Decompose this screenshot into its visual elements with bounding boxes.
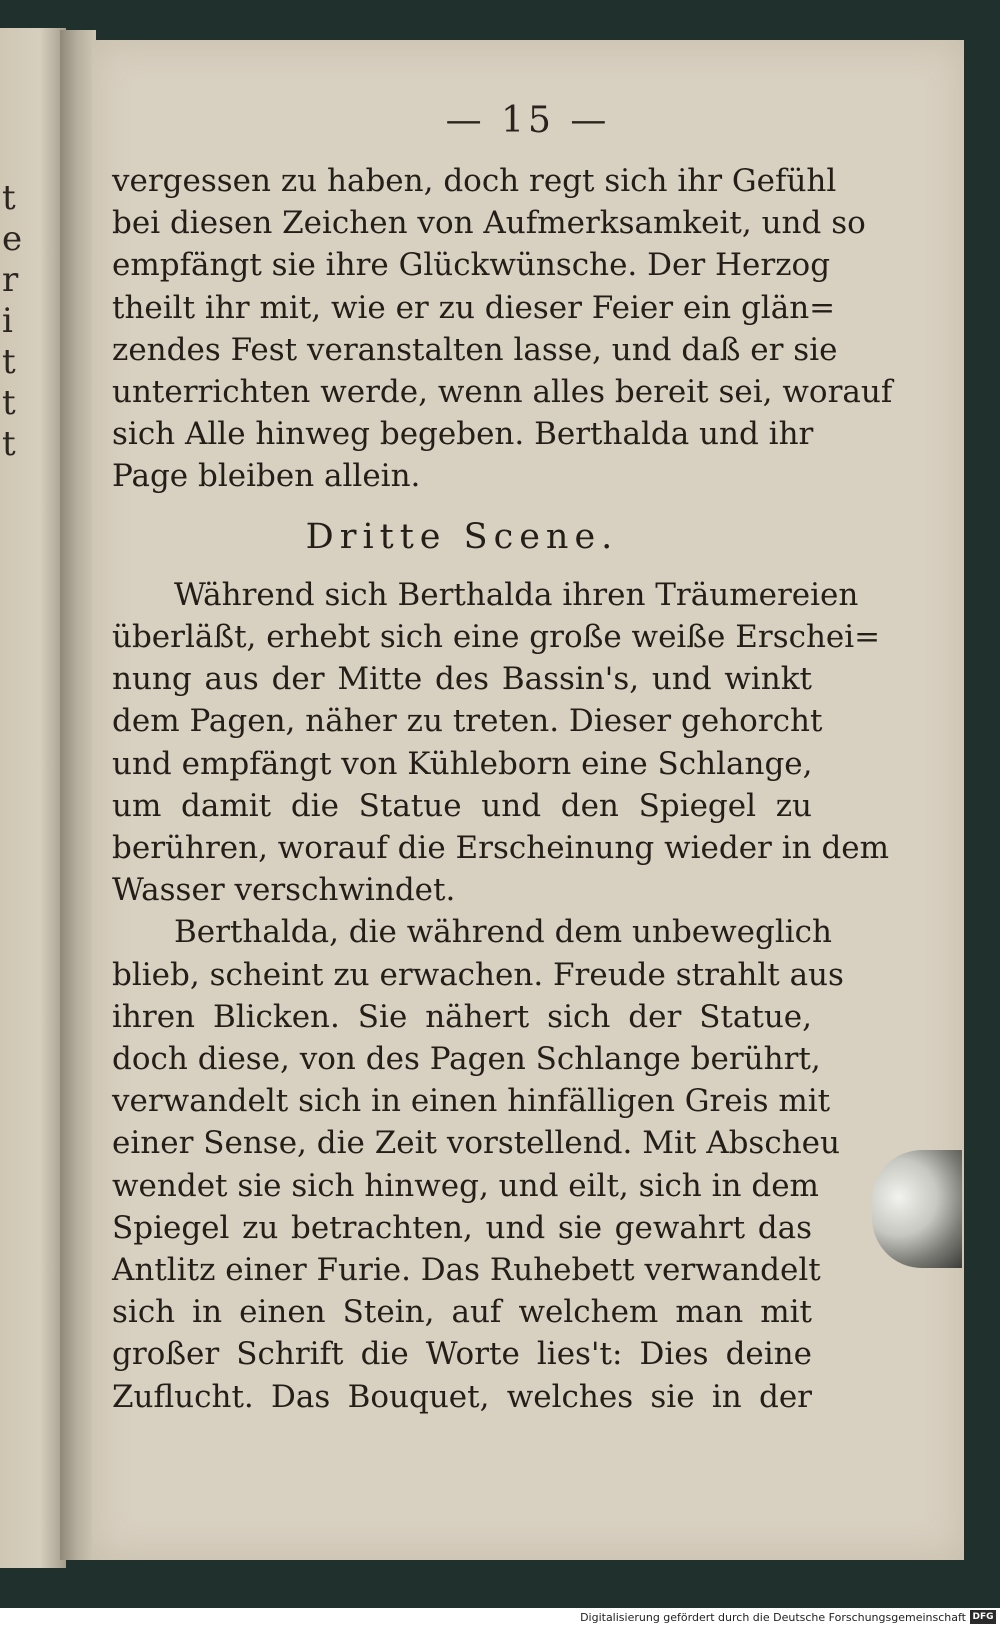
text-line: nung aus der Mitte des Bassin's, und winkt (112, 661, 812, 698)
text-line: blieb, scheint zu erwachen. Freude strahlt aus (112, 956, 844, 993)
text-line: dem Pagen, näher zu treten. Dieser gehorcht (112, 703, 823, 740)
text-line: und empfängt von Kühleborn eine Schlange, (112, 745, 813, 782)
text-line: bei diesen Zeichen von Aufmerksamkeit, und so (112, 205, 866, 242)
text-line: unterrichten werde, wenn alles bereit sei, worauf (112, 374, 893, 411)
text-line: großer Schrift die Worte lies't: Dies deine (112, 1336, 812, 1373)
book-page (92, 40, 964, 1560)
paragraph-2 (112, 911, 844, 1417)
scene-heading: Dritte Scene. (305, 516, 619, 557)
page-number: — 15 — (445, 100, 611, 141)
left-letter: t (2, 342, 16, 382)
left-page-letters (2, 178, 22, 465)
text-line: zendes Fest veranstalten lasse, und daß er sie (112, 331, 838, 368)
left-letter: r (2, 260, 19, 300)
paragraph-intro (112, 160, 893, 498)
text-line: theilt ihr mit, wie er zu dieser Feier ein glän= (112, 289, 836, 326)
page-clip-icon (872, 1150, 962, 1268)
dfg-logo-icon: DFG (970, 1610, 996, 1624)
text-line: Antlitz einer Furie. Das Ruhebett verwandelt (112, 1252, 821, 1289)
text-line: Spiegel zu betrachten, und sie gewahrt das (112, 1209, 812, 1246)
text-line: verwandelt sich in einen hinfälligen Greis mit (112, 1083, 831, 1120)
page-text (112, 160, 893, 1418)
left-letter: t (2, 383, 16, 423)
text-line: einer Sense, die Zeit vorstellend. Mit Abscheu (112, 1125, 840, 1162)
text-line: berühren, worauf die Erscheinung wieder in dem (112, 830, 890, 867)
text-line: Page bleiben allein. (112, 458, 421, 495)
text-line: Berthalda, die während dem unbeweglich (174, 914, 833, 951)
text-line: sich in einen Stein, auf welchem man mit (112, 1294, 812, 1331)
text-line: ihren Blicken. Sie nähert sich der Statue, (112, 998, 812, 1035)
book-gutter (60, 30, 96, 1560)
left-letter: i (2, 301, 13, 341)
text-line: wendet sie sich hinweg, und eilt, sich in dem (112, 1167, 819, 1204)
text-line: doch diese, von des Pagen Schlange berührt, (112, 1041, 821, 1078)
text-line: sich Alle hinweg begeben. Berthalda und ihr (112, 416, 814, 453)
paragraph-1 (112, 574, 890, 912)
left-page-edge (0, 28, 66, 1568)
left-letter: e (2, 219, 23, 259)
text-line: um damit die Statue und den Spiegel zu (112, 787, 812, 824)
left-letter: t (2, 178, 16, 218)
text-line: empfängt sie ihre Glückwünsche. Der Herzog (112, 247, 831, 284)
text-line: Während sich Berthalda ihren Träumereien (174, 576, 859, 613)
text-line: Wasser verschwindet. (112, 872, 456, 909)
left-letter: t (2, 424, 16, 464)
text-line: Zuflucht. Das Bouquet, welches sie in der (112, 1378, 812, 1415)
text-line: überläßt, erhebt sich eine große weiße Erschei= (112, 619, 881, 656)
footer-credit: Digitalisierung gefördert durch die Deutsche Forschungsgemeinschaft (580, 1611, 966, 1624)
text-line: vergessen zu haben, doch regt sich ihr Gefühl (112, 163, 837, 199)
